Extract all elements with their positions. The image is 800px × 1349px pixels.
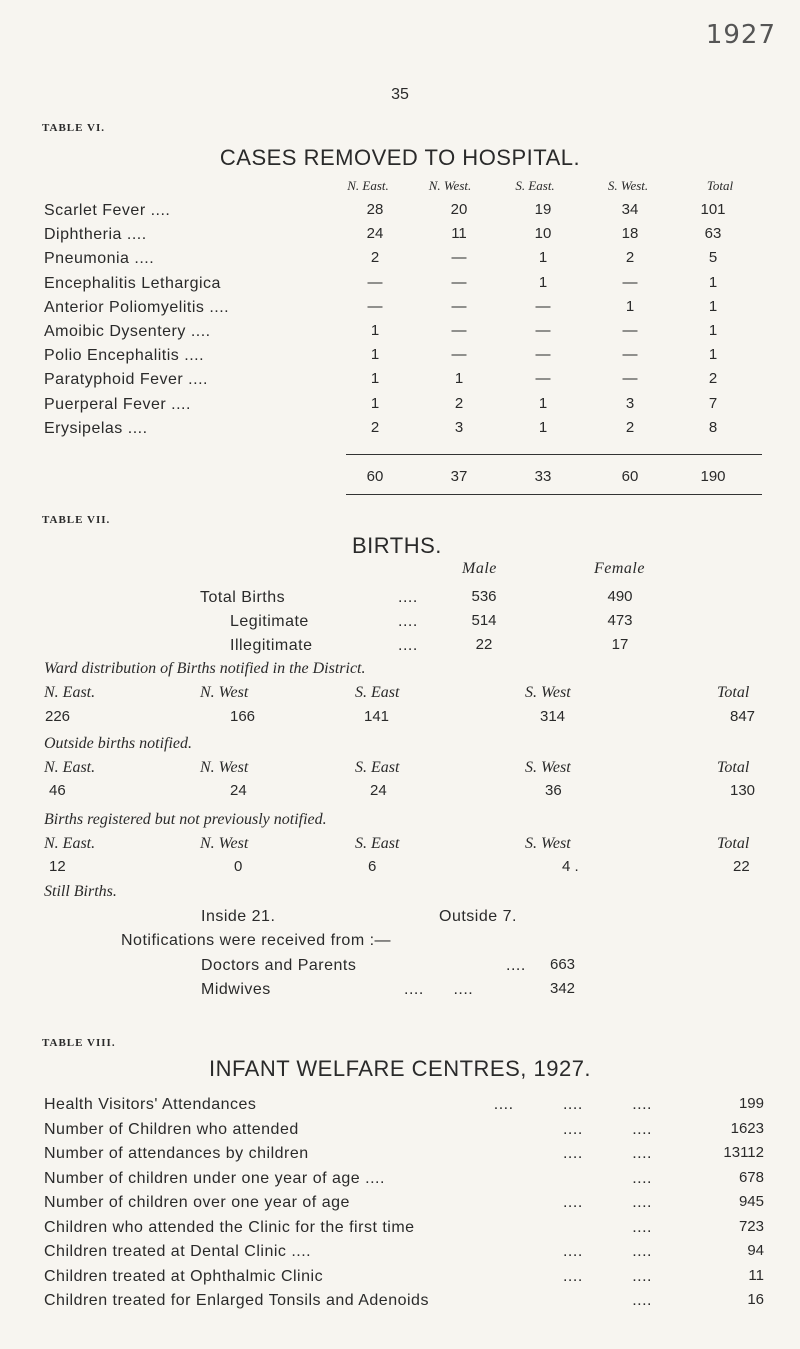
dots: ....: [632, 1292, 652, 1309]
col-header: Total: [706, 178, 734, 193]
table-cell: —: [535, 297, 551, 315]
registered-col: S. East: [355, 835, 400, 852]
registered-value: 12: [49, 858, 66, 875]
ward-col: S. East: [355, 684, 400, 701]
table-cell: 7: [708, 394, 718, 412]
total-cell: 33: [534, 468, 552, 485]
male-value: 22: [475, 636, 493, 653]
col-header: S. East.: [515, 178, 555, 193]
notif-label: Doctors and Parents: [201, 957, 357, 974]
female-header: Female: [594, 560, 645, 577]
table7-title: BIRTHS.: [352, 533, 442, 558]
table-cell: 1: [708, 346, 718, 364]
still-heading: Still Births.: [44, 883, 117, 900]
table-cell: —: [367, 273, 383, 291]
table-cell: 8: [708, 418, 718, 436]
notif-label: Midwives: [201, 981, 271, 998]
table-cell: 1: [370, 370, 380, 388]
table8-title: INFANT WELFARE CENTRES, 1927.: [208, 1056, 592, 1081]
col-header: N. East.: [347, 178, 389, 193]
total-cell: 37: [450, 468, 468, 485]
table-cell: —: [451, 297, 467, 315]
table-cell: 1: [370, 394, 380, 412]
table-cell: 2: [625, 249, 635, 267]
ward-value: 226: [45, 708, 71, 725]
registered-col: N. West: [200, 835, 249, 852]
table-cell: —: [535, 370, 551, 388]
registered-value: 0: [234, 858, 243, 875]
notif-value: 663: [550, 956, 576, 973]
ward-value: 141: [364, 708, 390, 725]
table-cell: 1: [538, 273, 548, 291]
notifications-heading: Notifications were received from :—: [121, 932, 392, 949]
row-label: Number of attendances by children: [44, 1145, 309, 1162]
row-label: Paratyphoid Fever ....: [44, 371, 208, 389]
male-value: 514: [471, 612, 497, 629]
table-cell: 1: [708, 273, 718, 291]
table-cell: 34: [621, 201, 639, 218]
corner-mark: 1927: [705, 20, 776, 50]
table-cell: 1: [538, 418, 548, 436]
row-label: Polio Encephalitis ....: [44, 347, 205, 365]
total-cell: 60: [366, 468, 384, 485]
row-label: Erysipelas ....: [44, 419, 148, 437]
row-label: Pneumonia ....: [44, 250, 155, 268]
table-cell: 3: [625, 394, 635, 412]
ward-value: 847: [730, 708, 756, 725]
table-cell: 10: [534, 225, 552, 243]
female-value: 473: [607, 612, 633, 629]
table-cell: 2: [370, 249, 380, 267]
table-cell: —: [622, 346, 638, 364]
row-label: Health Visitors' Attendances: [44, 1096, 257, 1113]
table-cell: —: [535, 346, 551, 364]
ward-value: 314: [540, 708, 566, 725]
dots: ....: [632, 1218, 652, 1236]
ward-col: Total: [717, 684, 750, 701]
table-cell: 3: [454, 418, 464, 436]
table-cell: 2: [454, 394, 464, 412]
outside-value: 36: [545, 782, 562, 799]
row-value: 678: [738, 1168, 764, 1186]
registered-col: N. East.: [44, 835, 96, 852]
row-label: Amoibic Dysentery ....: [44, 323, 211, 340]
row-value: 16: [747, 1291, 764, 1308]
table-cell: 28: [366, 201, 384, 218]
row-label: Puerperal Fever ....: [44, 395, 191, 413]
female-value: 17: [611, 636, 629, 653]
row-value: 723: [738, 1217, 764, 1235]
table-cell: 2: [370, 418, 380, 436]
table-cell: —: [535, 322, 551, 339]
registered-value: 6: [368, 858, 377, 875]
row-label: Number of children over one year of age: [44, 1194, 350, 1211]
table-cell: —: [367, 297, 383, 315]
ward-col: N. West: [200, 684, 249, 701]
table-cell: 1: [708, 322, 718, 339]
table-cell: —: [451, 346, 467, 364]
outside-heading: Outside births notified.: [44, 735, 192, 752]
outside-value: 46: [49, 782, 66, 799]
registered-heading: Births registered but not previously notified.: [44, 811, 327, 828]
table6-title: CASES REMOVED TO HOSPITAL.: [219, 145, 581, 170]
row-label: Children who attended the Clinic for the first time: [44, 1218, 415, 1236]
table-cell: —: [451, 322, 467, 339]
male-header: Male: [462, 560, 497, 577]
table6-tag: TABLE VI.: [42, 122, 106, 134]
rule: [346, 454, 762, 455]
dots: .... .... ....: [493, 1096, 652, 1113]
dots: .... ....: [404, 981, 474, 998]
notif-value: 342: [550, 980, 576, 997]
outside-col: S. East: [355, 759, 400, 776]
table-cell: 1: [538, 394, 548, 412]
registered-value: 22: [733, 858, 750, 875]
births-label: Total Births: [200, 589, 286, 606]
table-cell: 1: [454, 370, 464, 388]
dots: ....: [506, 957, 526, 974]
row-value: 94: [747, 1242, 764, 1259]
outside-col: Total: [717, 759, 750, 776]
row-value: 199: [738, 1095, 764, 1112]
dots: .... ....: [562, 1120, 652, 1138]
row-label: Children treated at Dental Clinic ....: [44, 1243, 312, 1260]
ward-col: S. West: [525, 684, 571, 701]
ward-col: N. East.: [44, 684, 96, 701]
dots: ....: [398, 613, 418, 630]
table-cell: —: [622, 273, 638, 291]
table-cell: 18: [621, 225, 639, 243]
dots: ....: [632, 1169, 652, 1187]
female-value: 490: [607, 588, 633, 605]
outside-col: N. East.: [44, 759, 96, 776]
table-cell: 1: [625, 297, 635, 315]
row-value: 1623: [730, 1119, 764, 1137]
table-cell: 2: [625, 418, 635, 436]
total-cell: 60: [621, 468, 639, 485]
page-number: 35: [391, 86, 409, 103]
outside-value: 24: [230, 782, 247, 799]
still-outside: Outside 7.: [439, 908, 517, 925]
row-label: Diphtheria ....: [44, 226, 147, 244]
outside-col: N. West: [200, 759, 249, 776]
table-cell: 5: [708, 249, 718, 267]
births-label: Illegitimate: [230, 637, 313, 654]
table-cell: 11: [451, 225, 467, 243]
still-inside: Inside 21.: [201, 908, 276, 925]
row-label: Anterior Poliomyelitis ....: [44, 298, 230, 316]
table-cell: —: [622, 370, 638, 388]
row-value: 945: [738, 1193, 764, 1210]
ward-heading: Ward distribution of Births notified in the District.: [44, 660, 366, 677]
dots: ....: [398, 589, 418, 606]
dots: ....: [398, 637, 418, 654]
table-cell: 20: [450, 201, 468, 218]
outside-value: 130: [730, 782, 756, 799]
col-header: S. West.: [607, 178, 649, 193]
dots: .... ....: [562, 1267, 652, 1285]
dots: .... ....: [562, 1194, 652, 1211]
table8-tag: TABLE VIII.: [42, 1037, 116, 1049]
dots: .... ....: [562, 1145, 652, 1162]
row-label: Children treated for Enlarged Tonsils and Adenoids: [44, 1292, 429, 1309]
ward-value: 166: [230, 708, 256, 725]
row-label: Encephalitis Lethargica: [44, 274, 221, 292]
row-label: Number of Children who attended: [44, 1120, 299, 1138]
registered-col: Total: [717, 835, 750, 852]
table-cell: 1: [370, 346, 380, 364]
male-value: 536: [471, 588, 497, 605]
table-cell: 1: [538, 249, 548, 267]
row-label: Scarlet Fever ....: [44, 202, 171, 219]
table-cell: 19: [534, 201, 552, 218]
row-value: 13112: [723, 1144, 764, 1161]
row-label: Children treated at Ophthalmic Clinic: [44, 1267, 324, 1285]
registered-value: 4 .: [562, 858, 579, 875]
table-cell: 1: [708, 297, 718, 315]
row-label: Number of children under one year of age ....: [44, 1169, 385, 1187]
outside-value: 24: [370, 782, 387, 799]
table-cell: 2: [708, 370, 718, 388]
table-cell: —: [451, 273, 467, 291]
col-header: N. West.: [428, 178, 472, 193]
outside-col: S. West: [525, 759, 571, 776]
table-cell: —: [451, 249, 467, 267]
registered-col: S. West: [525, 835, 571, 852]
rule: [346, 494, 762, 495]
table-cell: 1: [370, 322, 380, 339]
row-value: 11: [748, 1266, 764, 1284]
births-label: Legitimate: [230, 613, 309, 630]
dots: .... ....: [562, 1243, 652, 1260]
table7-tag: TABLE VII.: [42, 514, 111, 526]
total-cell: 190: [700, 468, 726, 485]
table-cell: —: [622, 322, 638, 339]
table-cell: 63: [704, 225, 722, 243]
table-cell: 24: [366, 225, 384, 243]
table-cell: 101: [700, 201, 726, 218]
